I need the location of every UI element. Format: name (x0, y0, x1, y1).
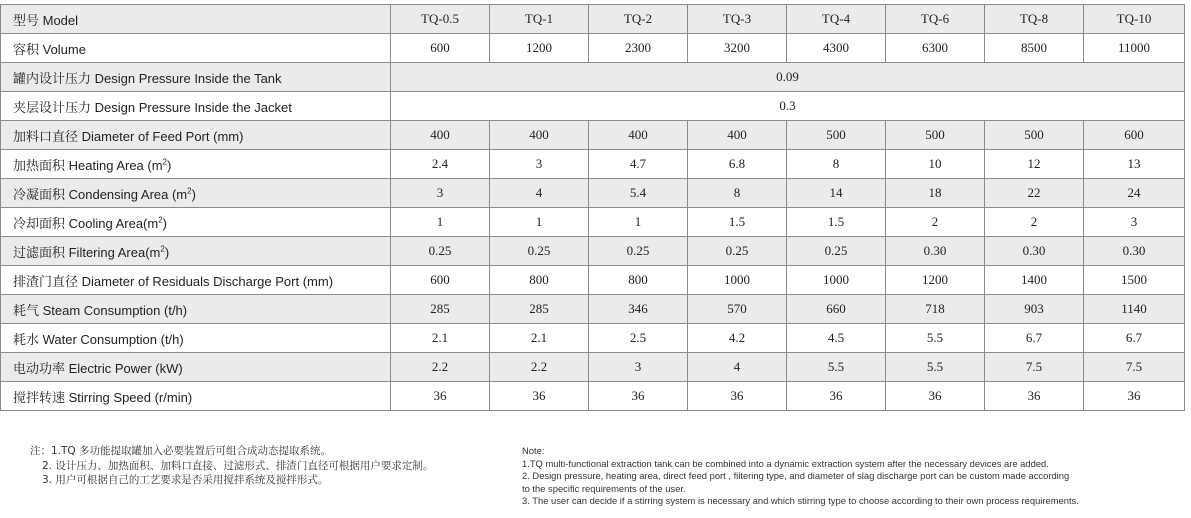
table-row (1, 150, 1185, 179)
row-label-text: 容积 Volume (13, 41, 86, 57)
table-row (1, 179, 1185, 208)
value-cell: 2300 (589, 34, 688, 63)
notes-english (522, 445, 1187, 508)
value-cell: 6.7 (1084, 324, 1185, 353)
notes-chinese (30, 444, 520, 488)
value-cell: 1000 (688, 266, 787, 295)
table-row (1, 295, 1185, 324)
value-cell: 2.4 (391, 150, 490, 179)
table-row (1, 121, 1185, 150)
value-cell: 2.1 (490, 324, 589, 353)
row-label (1, 63, 391, 92)
table-row (1, 237, 1185, 266)
value-cell: 36 (490, 382, 589, 411)
value-cell: 4.7 (589, 150, 688, 179)
model-name-cell: TQ-2 (589, 5, 688, 34)
value-cell: 4300 (787, 34, 886, 63)
value-cell: 36 (886, 382, 985, 411)
value-cell: 6.8 (688, 150, 787, 179)
row-label (1, 179, 391, 208)
row-label-text: 排渣门直径 Diameter of Residuals Discharge Port (mm) (13, 273, 334, 289)
value-cell: 0.25 (787, 237, 886, 266)
row-label-text: 夹层设计压力 Design Pressure Inside the Jacket (13, 99, 292, 115)
unit-superscript: 2 (158, 215, 163, 225)
value-cell: 4.2 (688, 324, 787, 353)
row-label (1, 150, 391, 179)
model-name-cell: TQ-8 (985, 5, 1084, 34)
table-row (1, 63, 1185, 92)
table-row (1, 324, 1185, 353)
note-en-line: to the specific requirements of the user. (522, 482, 686, 494)
value-cell: 5.5 (886, 353, 985, 382)
value-cell: 11000 (1084, 34, 1185, 63)
value-cell: 8500 (985, 34, 1084, 63)
header-row (1, 5, 1185, 34)
row-label-text: 加料口直径 Diameter of Feed Port (mm) (13, 128, 244, 144)
value-cell: 4 (688, 353, 787, 382)
row-label-text: 耗水 Water Consumption (t/h) (13, 331, 184, 347)
table-row (1, 353, 1185, 382)
value-cell: 1200 (490, 34, 589, 63)
row-label-suffix: ) (167, 157, 172, 173)
value-cell: 0.25 (688, 237, 787, 266)
value-cell: 2.5 (589, 324, 688, 353)
row-label-suffix: ) (191, 186, 196, 202)
value-cell: 600 (391, 34, 490, 63)
value-cell: 0.30 (1084, 237, 1185, 266)
row-label (1, 353, 391, 382)
value-cell: 36 (985, 382, 1084, 411)
specification-table-body (1, 5, 1185, 411)
value-cell: 24 (1084, 179, 1185, 208)
value-cell: 3200 (688, 34, 787, 63)
note-cn-line: 注：1.TQ 多功能提取罐加入必要装置后可组合成动态提取系统。 (30, 445, 332, 457)
specification-table (0, 4, 1185, 411)
value-cell: 500 (787, 121, 886, 150)
merged-value-cell: 0.09 (391, 63, 1185, 92)
value-cell: 18 (886, 179, 985, 208)
table-row (1, 382, 1185, 411)
value-cell: 22 (985, 179, 1084, 208)
value-cell: 7.5 (985, 353, 1084, 382)
row-label-suffix: ) (162, 215, 168, 231)
value-cell: 1200 (886, 266, 985, 295)
value-cell: 5.5 (886, 324, 985, 353)
row-label-text: 加热面积 Heating Area (m (13, 157, 163, 173)
model-name-cell: TQ-4 (787, 5, 886, 34)
value-cell: 400 (490, 121, 589, 150)
value-cell: 285 (391, 295, 490, 324)
value-cell: 4.5 (787, 324, 886, 353)
note-en-line: 2. Design pressure, heating area, direct feed port , filtering type, and diameter of slag discharge port can be custom made according (522, 470, 1070, 482)
value-cell: 400 (391, 121, 490, 150)
row-label (1, 266, 391, 295)
value-cell: 36 (787, 382, 886, 411)
table-row (1, 92, 1185, 121)
value-cell: 0.30 (985, 237, 1084, 266)
value-cell: 1 (589, 208, 688, 237)
value-cell: 400 (589, 121, 688, 150)
value-cell: 7.5 (1084, 353, 1185, 382)
value-cell: 5.5 (787, 353, 886, 382)
value-cell: 400 (688, 121, 787, 150)
row-label (1, 382, 391, 411)
value-cell: 12 (985, 150, 1084, 179)
value-cell: 1140 (1084, 295, 1185, 324)
value-cell: 800 (589, 266, 688, 295)
value-cell: 10 (886, 150, 985, 179)
value-cell: 2 (886, 208, 985, 237)
value-cell: 1.5 (688, 208, 787, 237)
row-label (1, 121, 391, 150)
model-header-label: 型号 Model (1, 5, 391, 34)
value-cell: 3 (1084, 208, 1185, 237)
row-label-text: 搅拌转速 Stirring Speed (r/min) (13, 389, 193, 405)
value-cell: 36 (391, 382, 490, 411)
value-cell: 0.25 (589, 237, 688, 266)
row-label-suffix: ) (164, 244, 170, 260)
value-cell: 600 (1084, 121, 1185, 150)
value-cell: 660 (787, 295, 886, 324)
value-cell: 3 (589, 353, 688, 382)
value-cell: 1.5 (787, 208, 886, 237)
value-cell: 1000 (787, 266, 886, 295)
table-row (1, 208, 1185, 237)
table-row (1, 266, 1185, 295)
value-cell: 2.2 (391, 353, 490, 382)
note-en-line: 1.TQ multi-functional extraction tank can be combined into a dynamic extraction system after the necessary devices are added. (522, 457, 1049, 469)
value-cell: 0.30 (886, 237, 985, 266)
value-cell: 5.4 (589, 179, 688, 208)
model-name-cell: TQ-1 (490, 5, 589, 34)
value-cell: 6300 (886, 34, 985, 63)
merged-value-cell: 0.3 (391, 92, 1185, 121)
unit-superscript: 2 (162, 157, 167, 167)
note-cn-line: 2. 设计压力、加热面积、加料口直接、过滤形式、排渣门直径可根据用户要求定制。 (42, 459, 434, 472)
model-name-cell: TQ-10 (1084, 5, 1185, 34)
row-label (1, 324, 391, 353)
value-cell: 718 (886, 295, 985, 324)
value-cell: 800 (490, 266, 589, 295)
note-cn-line: 3. 用户可根据自己的工艺要求是否采用搅拌系统及搅拌形式。 (42, 474, 329, 486)
row-label-text: 电动功率 Electric Power (kW) (13, 360, 183, 376)
value-cell: 6.7 (985, 324, 1084, 353)
value-cell: 13 (1084, 150, 1185, 179)
model-name-cell: TQ-3 (688, 5, 787, 34)
value-cell: 8 (688, 179, 787, 208)
model-name-cell: TQ-0.5 (391, 5, 490, 34)
value-cell: 1400 (985, 266, 1084, 295)
row-label (1, 92, 391, 121)
value-cell: 8 (787, 150, 886, 179)
row-label (1, 295, 391, 324)
value-cell: 570 (688, 295, 787, 324)
value-cell: 600 (391, 266, 490, 295)
row-label (1, 34, 391, 63)
row-label-text: 过滤面积 Filtering Area(m (13, 244, 161, 260)
value-cell: 1 (490, 208, 589, 237)
row-label-text: 冷却面积 Cooling Area(m (13, 215, 159, 231)
value-cell: 2.2 (490, 353, 589, 382)
unit-superscript: 2 (187, 186, 192, 196)
value-cell: 903 (985, 295, 1084, 324)
unit-superscript: 2 (160, 244, 165, 254)
value-cell: 1 (391, 208, 490, 237)
value-cell: 36 (589, 382, 688, 411)
table-row (1, 34, 1185, 63)
value-cell: 500 (985, 121, 1084, 150)
row-label (1, 208, 391, 237)
row-label-text: 冷凝面积 Condensing Area (m (13, 186, 188, 202)
model-name-cell: TQ-6 (886, 5, 985, 34)
value-cell: 500 (886, 121, 985, 150)
value-cell: 2 (985, 208, 1084, 237)
value-cell: 36 (1084, 382, 1185, 411)
value-cell: 285 (490, 295, 589, 324)
value-cell: 3 (490, 150, 589, 179)
value-cell: 0.25 (490, 237, 589, 266)
value-cell: 4 (490, 179, 589, 208)
value-cell: 3 (391, 179, 490, 208)
value-cell: 346 (589, 295, 688, 324)
value-cell: 36 (688, 382, 787, 411)
row-label-text: 耗气 Steam Consumption (t/h) (13, 302, 188, 318)
value-cell: 1500 (1084, 266, 1185, 295)
row-label-text: 罐内设计压力 Design Pressure Inside the Tank (13, 70, 282, 86)
value-cell: 2.1 (391, 324, 490, 353)
value-cell: 0.25 (391, 237, 490, 266)
note-en-line: 3. The user can decide if a stirring system is necessary and which stirring type to choose according to their own process requirements. (522, 495, 1079, 507)
value-cell: 14 (787, 179, 886, 208)
row-label (1, 237, 391, 266)
note-en-line: Note: (522, 445, 545, 456)
